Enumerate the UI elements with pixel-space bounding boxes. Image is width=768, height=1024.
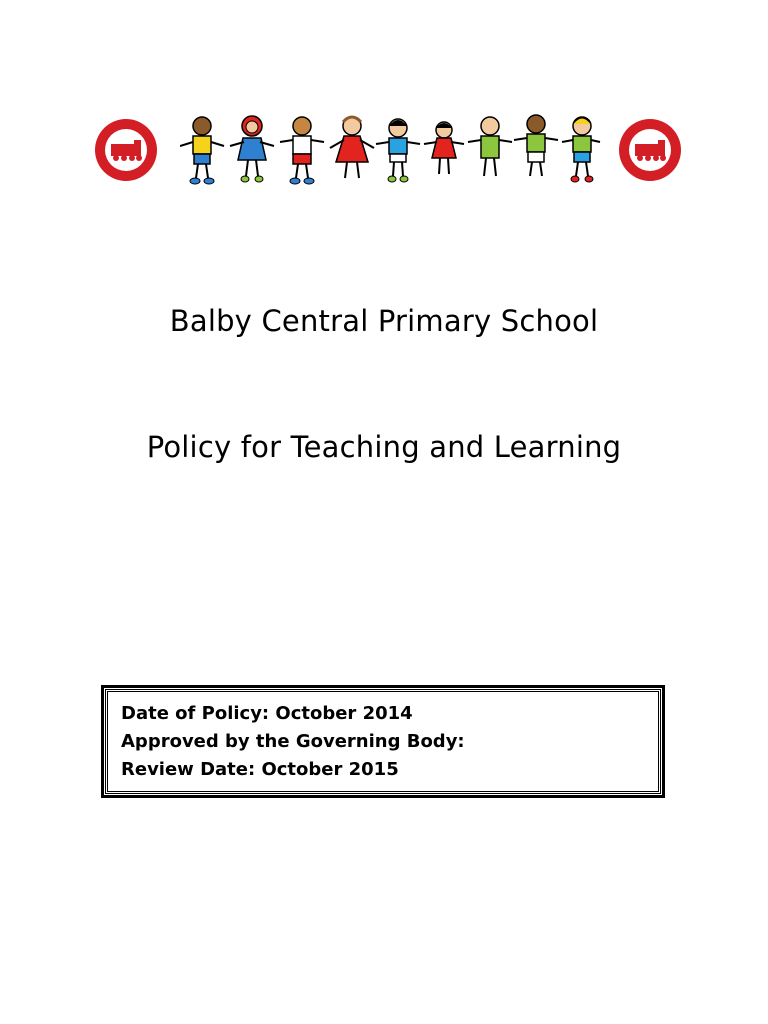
child-figure [280,117,324,184]
school-name-heading: Balby Central Primary School [169,304,599,338]
child-figure [562,117,600,182]
school-logo-left [94,118,158,182]
child-figure [230,116,274,182]
policy-info-inner-border [107,691,659,792]
review-date-text: Review Date: October 2015 [121,759,399,780]
child-figure [376,119,420,182]
approved-by-text: Approved by the Governing Body: [121,731,465,752]
child-figure [468,117,512,176]
child-figure [330,117,374,178]
date-of-policy-text: Date of Policy: October 2014 [121,703,413,724]
child-figure [180,117,224,184]
policy-title-heading: Policy for Teaching and Learning [146,430,622,464]
school-logo-right [618,118,682,182]
child-figure [514,115,558,176]
child-figure [424,122,464,174]
policy-info-box [101,685,665,798]
header-banner [84,112,692,190]
children-illustration [180,112,604,190]
